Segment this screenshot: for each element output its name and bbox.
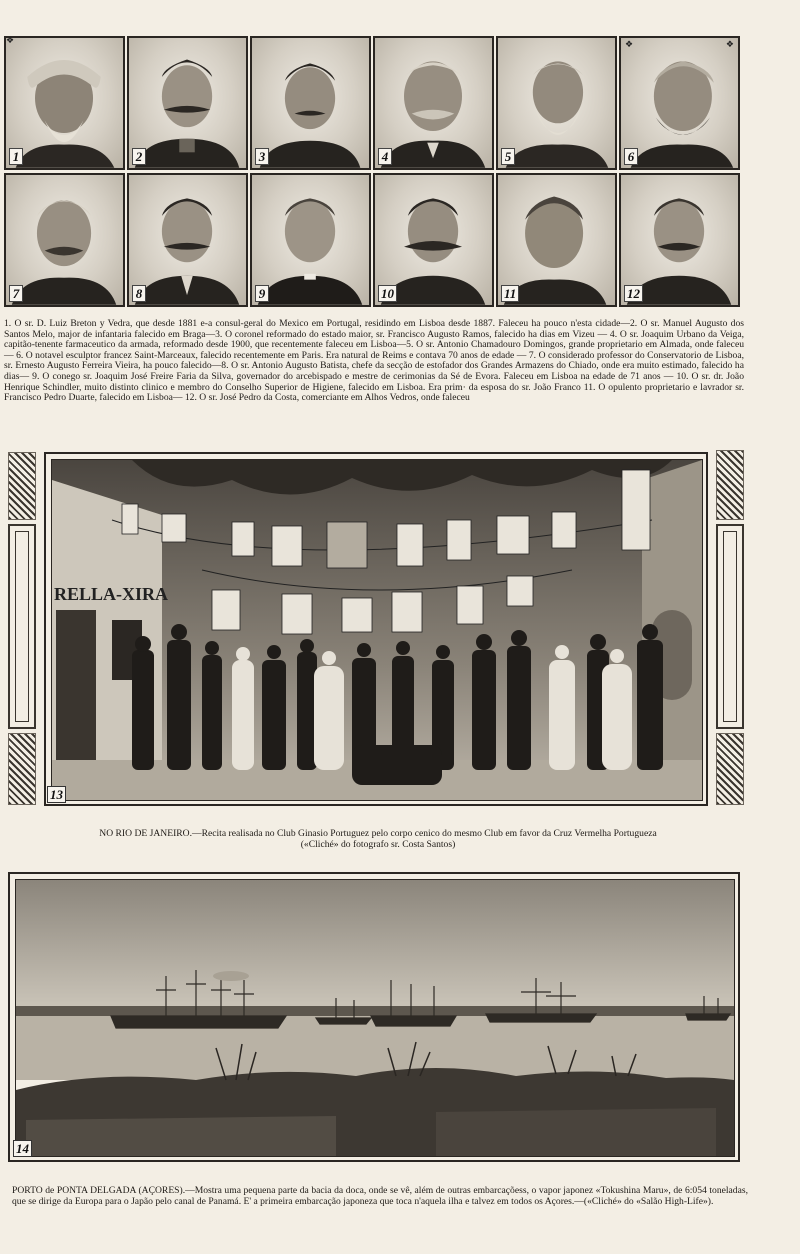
right-hatch-panel (716, 733, 744, 805)
portrait-number: 2 (132, 148, 146, 165)
portrait-number: 1 (9, 148, 23, 165)
theatre-photo-frame (44, 452, 708, 806)
portrait-4-image (375, 38, 492, 168)
portrait-5-image (498, 38, 615, 168)
portrait-number: 3 (255, 148, 269, 165)
portrait-2 (127, 36, 248, 170)
portrait-number: 8 (132, 285, 146, 302)
portrait-10 (373, 173, 494, 307)
portrait-number: 6 (624, 148, 638, 165)
building-sign: RELLA-XIRA (54, 584, 169, 604)
portrait-7 (4, 173, 125, 307)
rio-caption (4, 829, 752, 850)
harbour-photo-frame (8, 872, 740, 1162)
portrait-6 (619, 36, 740, 170)
theatre-photo (51, 459, 703, 801)
portrait-11 (496, 173, 617, 307)
corner-ornament: ❖ (625, 39, 634, 49)
right-hatch-panel (716, 450, 744, 520)
portrait-row-top (4, 36, 744, 170)
portrait-number: 5 (501, 148, 515, 165)
portrait-6-image (621, 38, 738, 168)
right-frame-panel (716, 524, 744, 729)
left-hatch-panel (8, 452, 36, 520)
portrait-grid (4, 36, 744, 307)
rio-caption-line2: («Cliché» do fotografo sr. Costa Santos) (300, 838, 456, 850)
photo-number-14: 14 (13, 1140, 32, 1157)
portrait-3 (250, 36, 371, 170)
portrait-number: 12 (624, 285, 643, 302)
portrait-9 (250, 173, 371, 307)
portrait-number: 11 (501, 285, 519, 302)
portrait-7-image (6, 175, 123, 305)
corner-ornament: ❖ (6, 35, 15, 45)
portrait-8 (127, 173, 248, 307)
left-hatch-panel (8, 733, 36, 805)
portrait-row-bottom (4, 173, 744, 307)
corner-ornament: ❖ (725, 39, 734, 49)
portrait-5 (496, 36, 617, 170)
portrait-1-image (6, 35, 123, 168)
portrait-4 (373, 36, 494, 170)
portrait-number: 10 (378, 285, 397, 302)
harbour-photo (15, 879, 735, 1157)
portrait-12 (619, 173, 740, 307)
photo-number-13: 13 (47, 786, 66, 803)
portrait-8-image (129, 175, 246, 305)
portrait-2-image (129, 38, 246, 168)
ponta-delgada-caption: PORTO de PONTA DELGADA (AÇORES).—Mostra uma pequena parte da bacia da doca, onde se vê, além de outras embarcaçõess, o vapor japonez «Tokushina Maru», de 6:054 toneladas, que se dirige da Europa para o Japão pelo canal de Panamá. E' a primeira embarcação japoneza que toca n'aquela ilha e talvez em todos os Açores.—(«Cliché» do «Salão High-Life»). (12, 1185, 748, 1207)
portraits-caption: 1. O sr. D. Luiz Breton y Vedra, que desde 1881 e-a consul-geral do Mexico em Portugal, residindo em Lisboa desde 1887. Faleceu ha pouco n'esta cidade—2. O sr. Manuel Augusto dos Santos Melo, major de infantaria falecido em Braga—3. O coronel reformado do estado maior, sr. Francisco Augusto Ramos, falecido ha dias em Vizeu — 4. O sr. Joaquim Urbano da Veiga, capitão-tenente farmaceutico da armada, reformado desde 1900, que recentemente faleceu em Lisboa—5. O sr. Antonio Chamadouro Domingos, grande proprietario em Almada, onde faleceu— 6. O notavel esculptor francez Saint-Marceaux, falecido recentemente em Paris. Era natural de Reims e contava 70 anos de edade — 7. O considerado professor do Conservatorio de Lisboa, sr. Ernesto Augusto Ferreira Vieira, ha pouco falecido—8. O sr. Antonio Augusto Batista, chefe da secção de estofador dos Grandes Armazens do Chiado, onde era muito estimado, falecido ha dias— 9. O conego sr. Joaquim José Freire Faria da Silva, governador do arcebispado e mestre de cerimonias da Sé de Evora. Faleceu em Lisboa na edade de 71 anos — 10. O sr. dr. João Henrique Schindler, muito distinto clinico e membro do Conselho Superior de Higiene, falecido em Lisboa. Era prim· da esposa do sr. João Franco 11. O opulento proprietario e lavrador sr. Francisco Pedro Duarte, falecido em Lisboa— 12. O sr. José Pedro da Costa, comerciante em Alhos Vedros, onde faleceu (4, 318, 744, 404)
portrait-number: 4 (378, 148, 392, 165)
portrait-number: 9 (255, 285, 269, 302)
portrait-1 (4, 36, 125, 170)
rio-caption-line1: NO RIO DE JANEIRO.—Recita realisada no Club Ginasio Portuguez pelo corpo cenico do mesmo Club em favor da Cruz Vermelha Portugueza (99, 828, 657, 839)
portrait-3-image (252, 38, 369, 168)
portrait-number: 7 (9, 285, 23, 302)
portrait-9-image (252, 175, 369, 305)
left-frame-panel (8, 524, 36, 729)
